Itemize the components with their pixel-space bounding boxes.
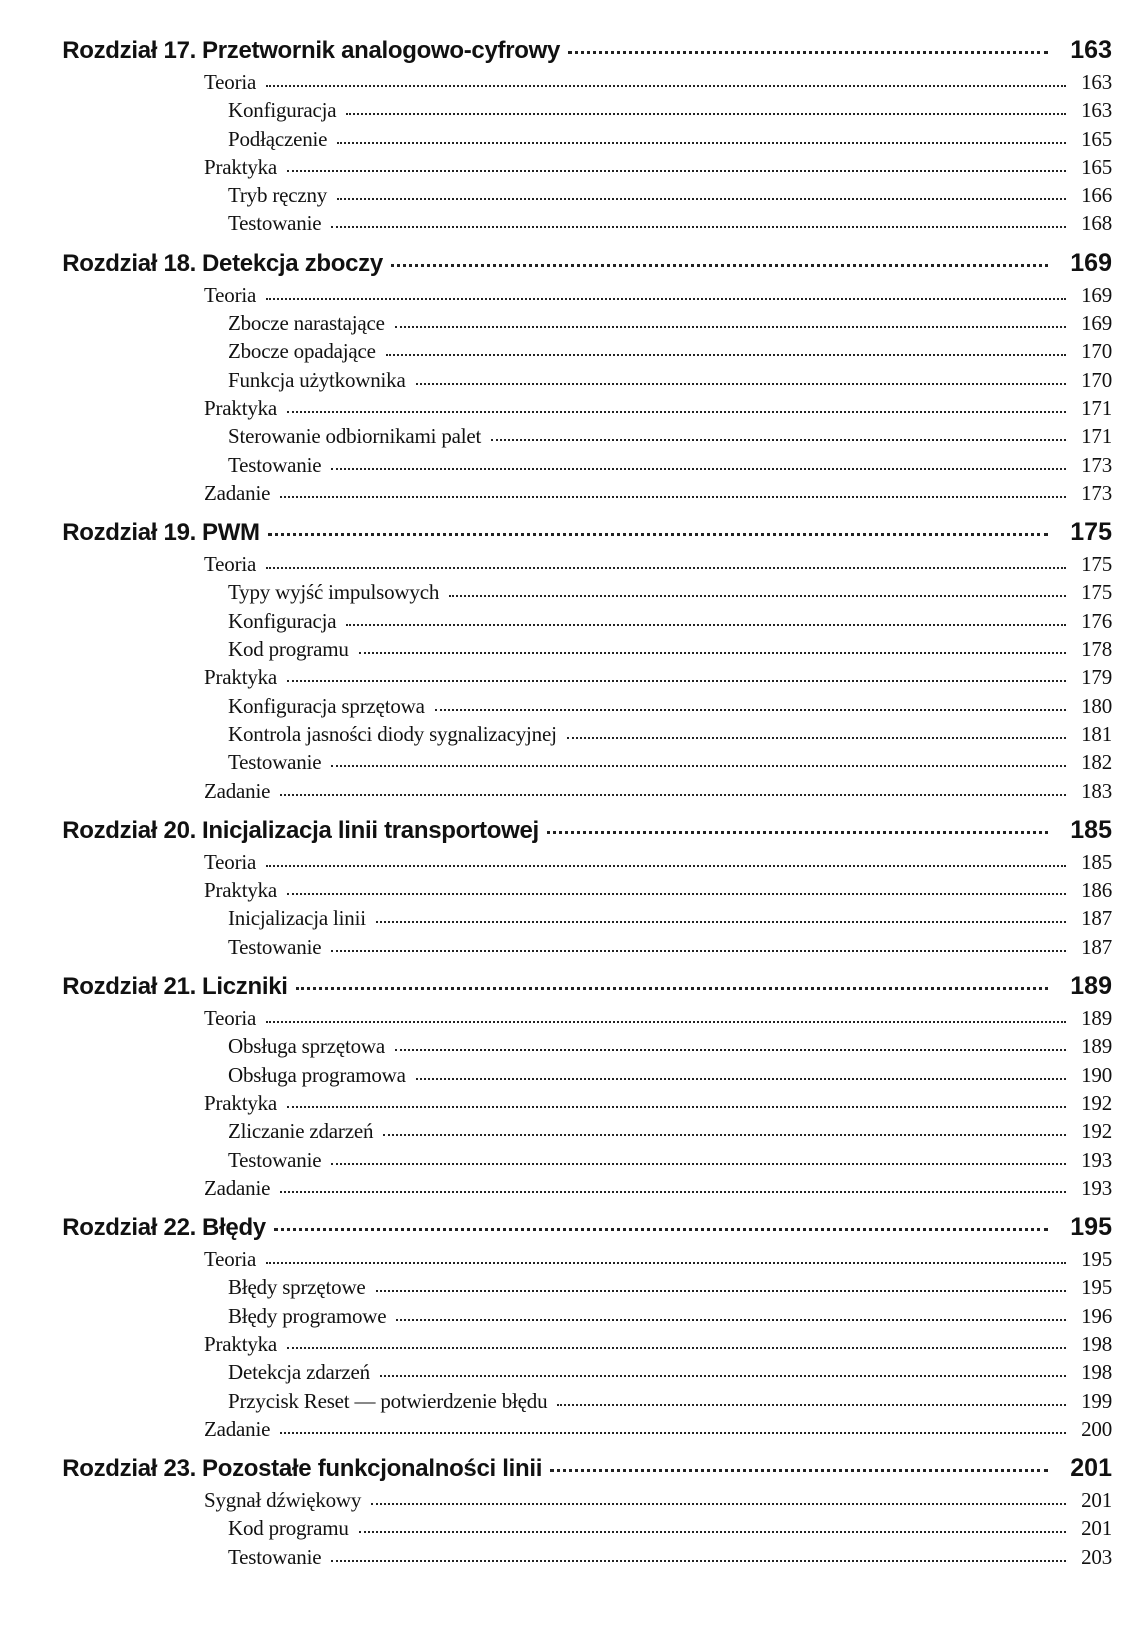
dot-leader xyxy=(376,1276,1066,1292)
chapter-heading xyxy=(44,1209,1112,1245)
chapter-heading xyxy=(44,245,1112,281)
entry-text: Obsługa programowa xyxy=(228,1062,406,1087)
dot-leader xyxy=(346,610,1066,626)
toc-subentry xyxy=(44,1514,1112,1542)
toc-entry xyxy=(44,663,1112,691)
dot-leader xyxy=(280,1418,1066,1434)
dot-leader xyxy=(266,553,1066,569)
chapter-label: Rozdział 22. xyxy=(62,1214,196,1242)
toc-subentry xyxy=(44,578,1112,606)
dot-leader xyxy=(568,37,1048,54)
entry-page-number: 163 xyxy=(1081,70,1112,94)
chapter-section xyxy=(44,245,1112,507)
dot-leader xyxy=(266,1007,1066,1023)
toc-entry xyxy=(44,1089,1112,1117)
dot-leader xyxy=(287,879,1066,895)
entry-text: Zadanie xyxy=(204,480,271,505)
toc-subentry xyxy=(44,635,1112,663)
dot-leader xyxy=(550,1455,1048,1472)
toc-subentry xyxy=(44,1061,1112,1089)
entry-text: Praktyka xyxy=(204,878,278,903)
entry-page-number: 187 xyxy=(1081,906,1112,931)
chapter-page-number: 195 xyxy=(1070,1213,1112,1242)
toc-entry xyxy=(44,1486,1112,1514)
entry-page-number: 193 xyxy=(1081,1175,1112,1200)
dot-leader xyxy=(337,184,1066,200)
toc-subentry xyxy=(44,1117,1112,1145)
chapter-heading xyxy=(44,514,1112,550)
entry-page-number: 185 xyxy=(1081,849,1112,874)
chapter-page-number: 175 xyxy=(1070,518,1112,547)
entry-text: Teoria xyxy=(204,849,257,874)
dot-leader xyxy=(337,128,1066,144)
toc-entry xyxy=(44,1004,1112,1032)
chapter-label: Rozdział 17. xyxy=(62,37,196,64)
entry-text: Inicjalizacja linii xyxy=(228,906,366,931)
entry-page-number: 186 xyxy=(1081,878,1112,903)
toc-subentry xyxy=(44,1146,1112,1174)
entry-page-number: 170 xyxy=(1081,339,1112,364)
dot-leader xyxy=(376,907,1066,923)
entry-text: Kod programu xyxy=(228,637,349,662)
entry-page-number: 198 xyxy=(1081,1331,1112,1356)
entry-text: Testowanie xyxy=(228,934,322,959)
entry-page-number: 179 xyxy=(1081,665,1112,690)
entry-text: Konfiguracja xyxy=(228,98,337,123)
entry-page-number: 195 xyxy=(1081,1275,1112,1300)
dot-leader xyxy=(266,284,1066,300)
toc-subentry xyxy=(44,451,1112,479)
entry-text: Testowanie xyxy=(228,211,322,236)
chapter-page-number: 169 xyxy=(1070,248,1112,277)
entry-text: Funkcja użytkownika xyxy=(228,367,406,392)
entry-text: Zadanie xyxy=(204,1175,271,1200)
entry-text: Typy wyjść impulsowych xyxy=(228,580,440,605)
entry-page-number: 201 xyxy=(1081,1516,1112,1541)
entry-page-number: 182 xyxy=(1081,750,1112,775)
entry-page-number: 195 xyxy=(1081,1247,1112,1272)
chapter-label: Rozdział 18. xyxy=(62,249,196,277)
entry-text: Testowanie xyxy=(228,750,322,775)
dot-leader xyxy=(280,482,1066,498)
chapter-section xyxy=(44,812,1112,961)
entry-text: Praktyka xyxy=(204,665,278,690)
entry-text: Konfiguracja xyxy=(228,608,337,633)
chapter-section xyxy=(44,32,1112,238)
chapter-label: Rozdział 19. xyxy=(62,519,196,547)
dot-leader xyxy=(557,1390,1066,1406)
entry-text: Błędy programowe xyxy=(228,1303,387,1328)
dot-leader xyxy=(331,1546,1066,1562)
entry-page-number: 163 xyxy=(1081,98,1112,123)
entry-text: Teoria xyxy=(204,1006,257,1031)
entry-page-number: 190 xyxy=(1081,1062,1112,1087)
toc-entry xyxy=(44,1174,1112,1202)
entry-page-number: 192 xyxy=(1081,1090,1112,1115)
dot-leader xyxy=(386,340,1066,356)
table-of-contents xyxy=(44,32,1112,1578)
chapter-title: Detekcja zboczy xyxy=(202,249,383,277)
chapter-section xyxy=(44,968,1112,1202)
toc-entry xyxy=(44,876,1112,904)
dot-leader xyxy=(266,71,1066,87)
entry-text: Teoria xyxy=(204,552,257,577)
entry-page-number: 198 xyxy=(1081,1360,1112,1385)
toc-subentry xyxy=(44,692,1112,720)
entry-page-number: 199 xyxy=(1081,1388,1112,1413)
chapter-title: Przetwornik analogowo-cyfrowy xyxy=(202,37,561,64)
dot-leader xyxy=(274,1214,1048,1231)
entry-text: Sterowanie odbiornikami palet xyxy=(228,424,482,449)
entry-page-number: 193 xyxy=(1081,1147,1112,1172)
dot-leader xyxy=(396,1305,1066,1321)
entry-page-number: 165 xyxy=(1081,126,1112,151)
toc-subentry xyxy=(44,933,1112,961)
chapter-title: PWM xyxy=(202,519,260,547)
toc-entry xyxy=(44,153,1112,181)
dot-leader xyxy=(359,638,1066,654)
chapter-heading xyxy=(44,32,1112,68)
dot-leader xyxy=(280,1177,1066,1193)
chapter-section xyxy=(44,1209,1112,1443)
entry-page-number: 169 xyxy=(1081,311,1112,336)
toc-entry xyxy=(44,777,1112,805)
dot-leader xyxy=(331,454,1066,470)
entry-text: Testowanie xyxy=(228,1147,322,1172)
chapter-page-number: 163 xyxy=(1070,36,1112,64)
toc-subentry xyxy=(44,96,1112,124)
toc-entry xyxy=(44,479,1112,507)
dot-leader xyxy=(331,751,1066,767)
entry-text: Praktyka xyxy=(204,1331,278,1356)
chapter-label: Rozdział 20. xyxy=(62,816,196,844)
entry-text: Praktyka xyxy=(204,395,278,420)
entry-text: Zliczanie zdarzeń xyxy=(228,1119,374,1144)
chapter-label: Rozdział 23. xyxy=(62,1455,196,1483)
toc-subentry xyxy=(44,309,1112,337)
entry-text: Zadanie xyxy=(204,778,271,803)
entry-text: Zbocze opadające xyxy=(228,339,376,364)
dot-leader xyxy=(346,99,1066,115)
dot-leader xyxy=(416,369,1066,385)
entry-page-number: 201 xyxy=(1081,1488,1112,1513)
toc-entry xyxy=(44,1415,1112,1443)
entry-text: Tryb ręczny xyxy=(228,183,328,208)
toc-subentry xyxy=(44,1358,1112,1386)
toc-subentry xyxy=(44,1273,1112,1301)
dot-leader xyxy=(435,695,1066,711)
dot-leader xyxy=(383,1120,1066,1136)
chapter-label: Rozdział 21. xyxy=(62,973,196,1001)
toc-subentry xyxy=(44,1387,1112,1415)
toc-subentry xyxy=(44,125,1112,153)
toc-subentry xyxy=(44,904,1112,932)
entry-page-number: 176 xyxy=(1081,608,1112,633)
entry-page-number: 189 xyxy=(1081,1006,1112,1031)
toc-subentry xyxy=(44,337,1112,365)
entry-page-number: 175 xyxy=(1081,580,1112,605)
entry-text: Obsługa sprzętowa xyxy=(228,1034,385,1059)
chapter-title: Pozostałe funkcjonalności linii xyxy=(202,1455,543,1483)
entry-text: Teoria xyxy=(204,282,257,307)
toc-subentry xyxy=(44,422,1112,450)
dot-leader xyxy=(359,1517,1066,1533)
chapter-page-number: 201 xyxy=(1070,1454,1112,1483)
dot-leader xyxy=(416,1064,1066,1080)
entry-page-number: 173 xyxy=(1081,480,1112,505)
entry-page-number: 171 xyxy=(1081,424,1112,449)
toc-subentry xyxy=(44,720,1112,748)
entry-text: Konfiguracja sprzętowa xyxy=(228,693,425,718)
entry-text: Zbocze narastające xyxy=(228,311,385,336)
dot-leader xyxy=(567,723,1066,739)
chapter-heading xyxy=(44,1450,1112,1486)
dot-leader xyxy=(266,1248,1066,1264)
dot-leader xyxy=(331,212,1066,228)
toc-entry xyxy=(44,394,1112,422)
entry-page-number: 165 xyxy=(1081,154,1112,179)
dot-leader xyxy=(296,973,1048,990)
toc-subentry xyxy=(44,1302,1112,1330)
dot-leader xyxy=(395,1035,1066,1051)
entry-page-number: 168 xyxy=(1081,211,1112,236)
chapter-section xyxy=(44,1450,1112,1571)
entry-page-number: 166 xyxy=(1081,183,1112,208)
chapter-heading xyxy=(44,968,1112,1004)
entry-text: Teoria xyxy=(204,1247,257,1272)
entry-page-number: 178 xyxy=(1081,637,1112,662)
entry-page-number: 203 xyxy=(1081,1544,1112,1569)
dot-leader xyxy=(287,666,1066,682)
entry-text: Kontrola jasności diody sygnalizacyjnej xyxy=(228,721,557,746)
dot-leader xyxy=(280,780,1066,796)
dot-leader xyxy=(380,1361,1066,1377)
entry-text: Praktyka xyxy=(204,1090,278,1115)
entry-text: Podłączenie xyxy=(228,126,328,151)
entry-page-number: 175 xyxy=(1081,552,1112,577)
chapter-page-number: 185 xyxy=(1070,815,1112,844)
entry-text: Testowanie xyxy=(228,452,322,477)
dot-leader xyxy=(287,397,1066,413)
chapter-heading xyxy=(44,812,1112,848)
entry-page-number: 171 xyxy=(1081,395,1112,420)
chapter-page-number: 189 xyxy=(1070,972,1112,1001)
entry-page-number: 189 xyxy=(1081,1034,1112,1059)
entry-page-number: 196 xyxy=(1081,1303,1112,1328)
entry-text: Testowanie xyxy=(228,1544,322,1569)
toc-entry xyxy=(44,68,1112,96)
chapter-title: Liczniki xyxy=(202,973,288,1001)
toc-subentry xyxy=(44,1543,1112,1571)
toc-entry xyxy=(44,550,1112,578)
dot-leader xyxy=(449,581,1066,597)
entry-text: Detekcja zdarzeń xyxy=(228,1360,370,1385)
toc-subentry xyxy=(44,1032,1112,1060)
entry-page-number: 192 xyxy=(1081,1119,1112,1144)
entry-text: Kod programu xyxy=(228,1516,349,1541)
entry-page-number: 180 xyxy=(1081,693,1112,718)
dot-leader xyxy=(287,1092,1066,1108)
entry-page-number: 183 xyxy=(1081,778,1112,803)
dot-leader xyxy=(331,936,1066,952)
entry-text: Zadanie xyxy=(204,1416,271,1441)
dot-leader xyxy=(287,1333,1066,1349)
dot-leader xyxy=(371,1489,1066,1505)
dot-leader xyxy=(268,519,1048,536)
toc-entry xyxy=(44,281,1112,309)
toc-subentry xyxy=(44,366,1112,394)
entry-page-number: 187 xyxy=(1081,934,1112,959)
chapter-title: Błędy xyxy=(202,1214,266,1242)
entry-text: Teoria xyxy=(204,70,257,94)
dot-leader xyxy=(266,851,1066,867)
dot-leader xyxy=(395,312,1066,328)
toc-subentry xyxy=(44,181,1112,209)
entry-page-number: 170 xyxy=(1081,367,1112,392)
dot-leader xyxy=(391,250,1048,267)
entry-text: Sygnał dźwiękowy xyxy=(204,1488,362,1513)
toc-subentry xyxy=(44,748,1112,776)
toc-entry xyxy=(44,848,1112,876)
dot-leader xyxy=(491,425,1066,441)
entry-text: Praktyka xyxy=(204,154,278,179)
chapter-title: Inicjalizacja linii transportowej xyxy=(202,816,539,844)
chapter-section xyxy=(44,514,1112,805)
entry-page-number: 173 xyxy=(1081,452,1112,477)
entry-page-number: 169 xyxy=(1081,282,1112,307)
dot-leader xyxy=(331,1149,1066,1165)
entry-text: Błędy sprzętowe xyxy=(228,1275,366,1300)
toc-entry xyxy=(44,1330,1112,1358)
dot-leader xyxy=(287,156,1066,172)
toc-subentry xyxy=(44,607,1112,635)
toc-subentry xyxy=(44,209,1112,237)
dot-leader xyxy=(547,817,1048,834)
toc-entry xyxy=(44,1245,1112,1273)
entry-page-number: 200 xyxy=(1081,1416,1112,1441)
entry-text: Przycisk Reset — potwierdzenie błędu xyxy=(228,1388,548,1413)
entry-page-number: 181 xyxy=(1081,721,1112,746)
